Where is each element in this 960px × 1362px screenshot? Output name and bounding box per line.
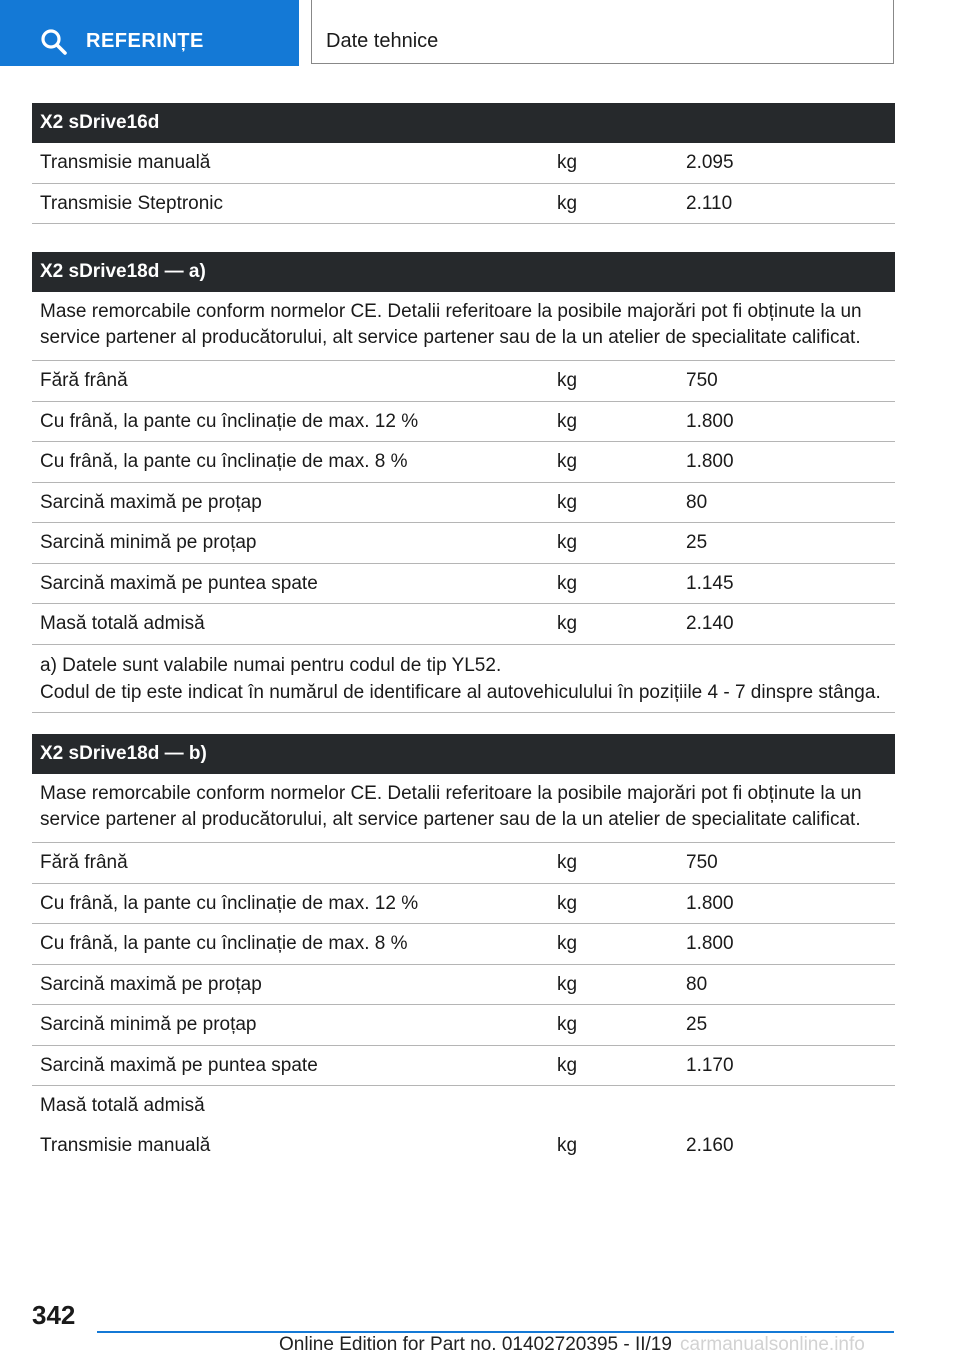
row-value: 80: [686, 491, 708, 513]
spec-block-sdrive16d: [32, 103, 895, 224]
row-label: Fără frână: [40, 852, 128, 873]
table-row: [32, 1126, 895, 1166]
references-tab[interactable]: [0, 0, 299, 66]
row-value: 1.145: [686, 572, 734, 594]
row-value: 1.800: [686, 410, 734, 432]
row-unit: kg: [557, 1134, 578, 1156]
footnote-line: Codul de tip este indicat în numărul de identificare al autovehiculului în pozițiile 4 - 7 dinspre stânga.: [40, 681, 881, 703]
table-row: [32, 143, 895, 184]
table-row: [32, 1046, 895, 1087]
section-title: Date tehnice: [326, 30, 439, 52]
spec-block-sdrive18d-b: [32, 734, 895, 1165]
table-row: [32, 924, 895, 965]
table-row: [32, 442, 895, 483]
row-unit: kg: [557, 933, 578, 954]
row-label: Transmisie manuală: [40, 152, 211, 173]
row-unit: kg: [557, 973, 578, 995]
row-unit: kg: [557, 1054, 578, 1076]
table-row: [32, 564, 895, 605]
block-note: Mase remorcabile conform normelor CE. Detalii referitoare la posibile majorări pot fi obținute la un service partener al producătorului, alt service partener sau de la un atelier de specialitate calificat.: [32, 774, 895, 843]
row-unit: kg: [557, 370, 578, 391]
row-unit: kg: [557, 491, 578, 513]
block-title: X2 sDrive18d — a): [32, 252, 895, 292]
table-row: [32, 1086, 895, 1126]
row-unit: kg: [557, 892, 578, 914]
row-unit: kg: [557, 410, 578, 432]
table-row: [32, 1005, 895, 1046]
row-label: Sarcină minimă pe proțap: [40, 532, 257, 553]
row-label: Cu frână, la pante cu înclinație de max. 8 %: [40, 933, 408, 954]
row-value: 1.800: [686, 451, 734, 472]
table-row: [32, 361, 895, 402]
footer-divider: [97, 1331, 894, 1333]
row-value: 2.160: [686, 1134, 734, 1156]
row-value: 25: [686, 1014, 708, 1035]
block-note: Mase remorcabile conform normelor CE. Detalii referitoare la posibile majorări pot fi obținute la un service partener al producătorului, alt service partener sau de la un atelier de specialitate calificat.: [32, 292, 895, 361]
row-value: 750: [686, 852, 718, 873]
row-unit: kg: [557, 572, 578, 594]
row-unit: kg: [557, 152, 578, 173]
table-row: [32, 604, 895, 645]
row-value: 2.110: [686, 192, 733, 214]
row-label: Masă totală admisă: [40, 1095, 205, 1116]
section-header: [311, 0, 894, 64]
table-row: [32, 965, 895, 1006]
row-label: Sarcină maximă pe proțap: [40, 973, 262, 995]
row-value: 1.170: [686, 1054, 734, 1076]
row-value: 750: [686, 370, 718, 391]
row-value: 2.095: [686, 152, 734, 173]
table-row: [32, 184, 895, 225]
row-label: Sarcină maximă pe puntea spate: [40, 1054, 318, 1076]
footnote-line: a) Datele sunt valabile numai pentru codul de tip YL52.: [40, 654, 502, 676]
row-unit: kg: [557, 192, 578, 214]
table-row: [32, 523, 895, 564]
row-label: Sarcină minimă pe proțap: [40, 1014, 257, 1035]
row-value: 1.800: [686, 892, 734, 914]
row-unit: kg: [557, 613, 578, 634]
table-row: [32, 884, 895, 925]
row-label: Sarcină maximă pe puntea spate: [40, 572, 318, 594]
table-row: [32, 402, 895, 443]
block-title: X2 sDrive18d — b): [32, 734, 895, 774]
row-label: Cu frână, la pante cu înclinație de max. 8 %: [40, 451, 408, 472]
row-label: Transmisie manuală: [40, 1134, 211, 1156]
row-unit: kg: [557, 1014, 578, 1035]
row-label: Transmisie Steptronic: [40, 192, 224, 214]
row-value: 25: [686, 532, 708, 553]
row-value: 2.140: [686, 613, 734, 634]
row-label: Cu frână, la pante cu înclinație de max. 12 %: [40, 892, 419, 914]
table-row: [32, 483, 895, 524]
search-icon: [40, 28, 68, 56]
row-unit: kg: [557, 451, 578, 472]
block-title: X2 sDrive16d: [32, 103, 895, 143]
table-row: [32, 843, 895, 884]
row-label: Fără frână: [40, 370, 128, 391]
row-label: Cu frână, la pante cu înclinație de max. 12 %: [40, 410, 419, 432]
row-value: 1.800: [686, 933, 734, 954]
row-unit: kg: [557, 852, 578, 873]
row-unit: kg: [557, 532, 578, 553]
page-number: 342: [32, 1300, 76, 1330]
row-label: Sarcină maximă pe proțap: [40, 491, 262, 513]
row-label: Masă totală admisă: [40, 613, 205, 634]
spec-block-sdrive18d-a: [32, 252, 895, 713]
references-tab-label: REFERINȚE: [86, 30, 204, 52]
edition-text: Online Edition for Part no. 01402720395 - II/19: [279, 1334, 672, 1355]
watermark: carmanualsonline.info: [680, 1334, 865, 1355]
block-footnote: [32, 645, 895, 713]
row-value: 80: [686, 973, 708, 995]
